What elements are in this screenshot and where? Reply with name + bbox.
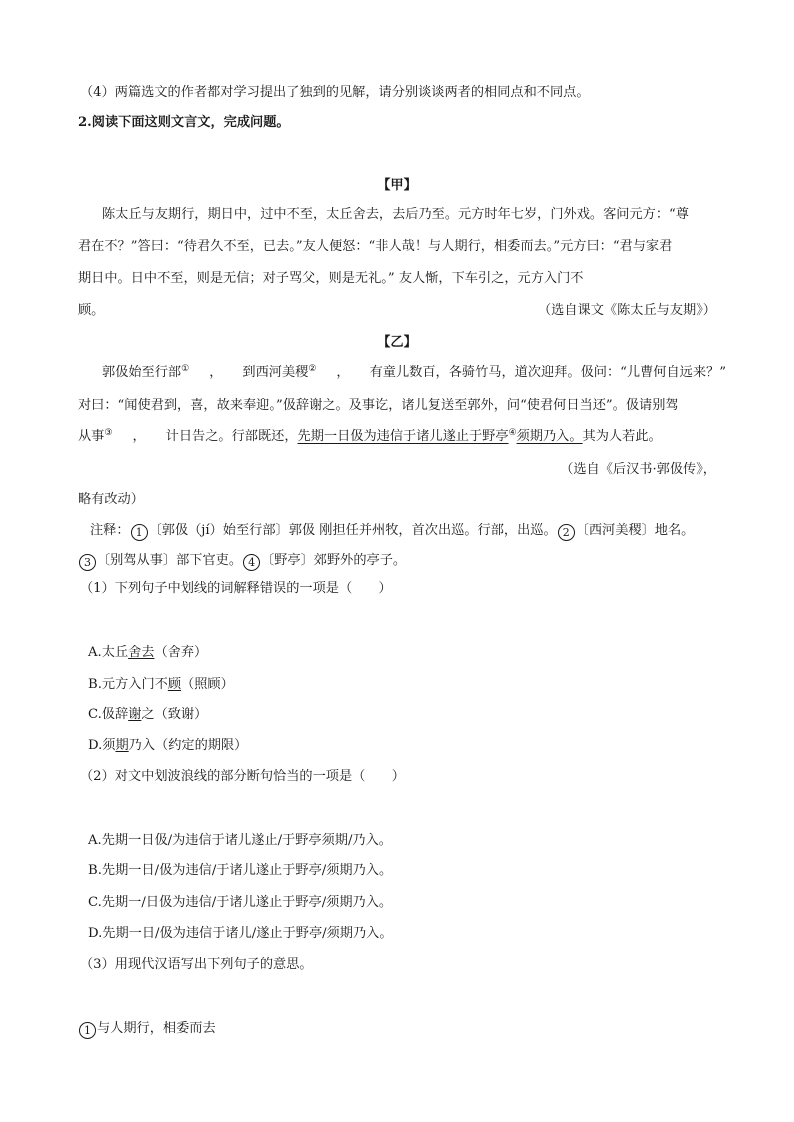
notes-label: 注释： <box>90 523 130 538</box>
jia-line-3: 期日中。日中不至，则是无信；对子骂父，则是无礼。” 友人惭，下车引之，元方入门不 <box>78 271 584 286</box>
sub1-option-b <box>88 676 234 694</box>
notes-line-2 <box>78 552 406 571</box>
jia-line-1: 陈太丘与友期行，期日中，过中不至，太丘舍去，去后乃至。元方时年七岁，门外戏。客问元方：“尊 <box>102 207 689 222</box>
yi-text: ， <box>209 365 223 380</box>
sub1-stem: （1）下列句子中划线的词解释错误的一项是（ ） <box>80 581 392 596</box>
note-text: 〔郭伋（jí）始至行部〕郭伋 刚担任并州牧，首次出巡。行部，出巡。 <box>148 523 557 538</box>
sub2-stem: （2）对文中划波浪线的部分断句恰当的一项是（ ） <box>80 769 405 784</box>
footnote-2-mark: ② <box>308 364 317 374</box>
heading-jia: 【甲】 <box>377 178 417 193</box>
sub1-option-c <box>88 706 207 724</box>
option-text: C.伋辞 <box>88 707 129 722</box>
option-text: 乃入（约定的期限） <box>128 738 248 753</box>
circled-number: 1 <box>79 1022 96 1039</box>
footnote-3-mark: ③ <box>104 428 113 438</box>
underlined-word: 谢 <box>128 707 142 722</box>
question-4: （4）两篇选文的作者都对学习提出了独到的见解，请分别谈谈两者的相同点和不同点。 <box>80 85 590 100</box>
yi-source-cont: 略有改动） <box>78 492 144 507</box>
option-text: B.元方入门不 <box>88 677 168 692</box>
sub2-option-d: D.先期一日/伋为违信于诸儿/遂止于野亭/须期乃入。 <box>88 926 393 941</box>
yi-text: 到西河美稷 <box>242 365 309 380</box>
heading-yi: 【乙】 <box>377 335 417 350</box>
yi-text: 郭伋始至行部 <box>102 365 182 380</box>
item-text: 与人期行，相委而去 <box>97 1021 216 1036</box>
yi-line-2: 对曰：“闻使君到，喜，故来奉迎。”伋辞谢之。及事讫，诸儿复送至郭外，问“使君何日当还”。伋请别驾 <box>78 398 679 413</box>
yi-line-1 <box>102 364 726 382</box>
yi-text: 计日告之。行部既还， <box>165 429 298 444</box>
note-text: 〔西河美稷〕地名。 <box>575 523 695 538</box>
circled-number: 2 <box>558 524 575 541</box>
yi-line-3 <box>78 428 662 446</box>
sub2-option-c: C.先期一/日伋为违信/于诸儿遂止于野亭/须期乃入。 <box>88 895 393 910</box>
yi-text: ， <box>132 429 146 444</box>
wavy-underlined-text: 须期乃入。 <box>516 429 583 444</box>
jia-source: （选自课文《陈太丘与友期》） <box>537 303 716 318</box>
question-2-title: 2.阅读下面这则文言文，完成问题。 <box>78 115 290 130</box>
wavy-underlined-text: 先期一日伋为违信于诸儿遂止于野亭 <box>297 429 509 444</box>
option-text: 之（致谢） <box>141 707 208 722</box>
underlined-word: 舍去 <box>128 645 155 660</box>
circled-number: 1 <box>131 524 148 541</box>
footnote-1-mark: ① <box>181 364 190 374</box>
sub3-item-1 <box>78 1020 216 1039</box>
yi-text: ， <box>336 365 350 380</box>
option-text: A.太丘 <box>88 645 129 660</box>
sub2-option-b: B.先期一日/伋为违信/于诸儿遂止于野亭/须期乃入。 <box>88 863 393 878</box>
yi-text: 有童儿数百，各骑竹马，道次迎拜。伋问：“儿曹何自远来？” <box>369 365 726 380</box>
note-text: 〔野亭〕郊野外的亭子。 <box>261 553 407 568</box>
footnote-4-mark: ④ <box>508 428 517 438</box>
sub1-option-a <box>88 644 207 662</box>
circled-number: 4 <box>243 554 260 571</box>
sub1-option-d <box>88 737 247 755</box>
note-text: 〔别驾从事〕部下官吏。 <box>97 553 243 568</box>
circled-number: 3 <box>79 554 96 571</box>
yi-source: （选自《后汉书·郭伋传》， <box>560 462 716 477</box>
notes-line-1 <box>90 522 694 541</box>
sub2-option-a: A.先期一日伋/为违信于诸儿遂止/于野亭须期/乃入。 <box>88 833 392 848</box>
jia-line-4: 顾。 <box>78 303 105 318</box>
jia-line-2: 君在不？”答曰：“待君久不至，已去。”友人便怒：“非人哉！与人期行，相委而去。”元方曰：“君与家君 <box>78 239 673 254</box>
option-text: D.须 <box>88 738 116 753</box>
option-text: （照顾） <box>181 677 234 692</box>
underlined-word: 期 <box>115 738 129 753</box>
yi-text: 从事 <box>78 429 105 444</box>
yi-text: 其为人若此。 <box>582 429 662 444</box>
option-text: （舍弃） <box>154 645 208 660</box>
sub3-stem: （3）用现代汉语写出下列句子的意思。 <box>80 957 313 972</box>
underlined-word: 顾 <box>167 677 182 692</box>
